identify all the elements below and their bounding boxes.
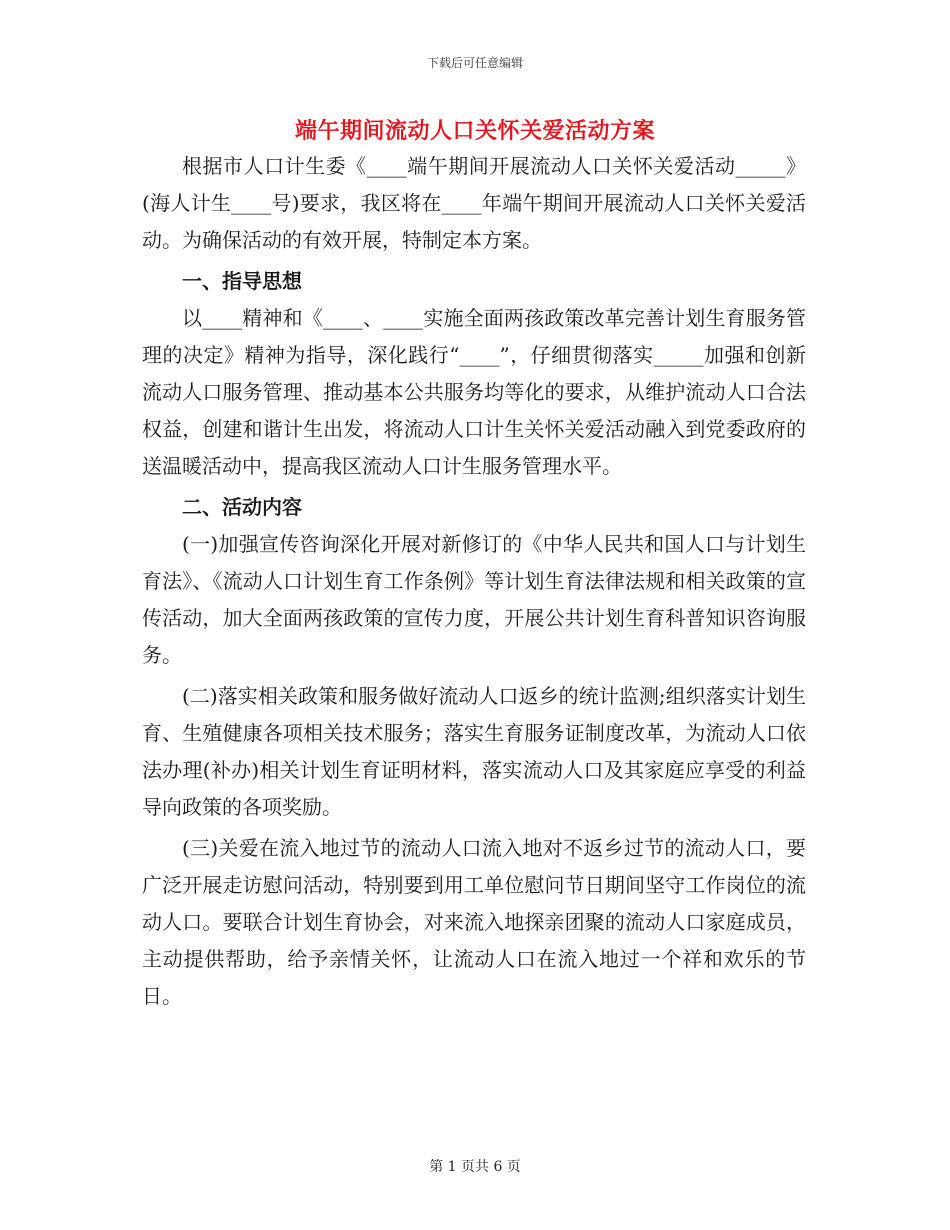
section-heading-guiding-ideology: 一、指导思想 <box>182 269 302 293</box>
document-title: 端午期间流动人口关怀关爱活动方案 <box>294 118 655 144</box>
intro-paragraph: 根据市人口计生委《____端午期间开展流动人口关怀关爱活动_____》(海人计生____号)要求，我区将在____年端午期间开展流动人口关怀关爱活动。为确保活动的有效开展，特制定本方案。 <box>142 154 806 252</box>
page-header-note: 下载后可任意编辑 <box>426 56 523 70</box>
activity-item-1: (一)加强宣传咨询深化开展对新修订的《中华人民共和国人口与计划生育法》、《流动人口计划生育工作条例》等计划生育法律法规和相关政策的宣传活动，加大全面两孩政策的宣传力度，开展公共计划生育科普知识咨询服务。 <box>142 532 806 667</box>
document-body <box>142 148 806 1015</box>
activity-item-2: (二)落实相关政策和服务做好流动人口返乡的统计监测;组织落实计划生育、生殖健康各项相关技术服务；落实生育服务证制度改革，为流动人口依法办理(补办)相关计划生育证明材料，落实流动人口及其家庭应享受的利益导向政策的各项奖励。 <box>142 684 806 819</box>
section-heading-activity-content: 二、活动内容 <box>182 495 302 519</box>
page-number-footer: 第 1 页共 6 页 <box>429 1159 521 1175</box>
guiding-ideology-paragraph: 以____精神和《____、____实施全面两孩政策改革完善计划生育服务管理的决定》精神为指导，深化践行“____”，仔细贯彻落实_____加强和创新流动人口服务管理、推动基本公共服务均等化的要求，从维护流动人口合法权益，创建和谐计生出发，将流动人口计生关怀关爱活动融入到党委政府的送温暖活动中，提高我区流动人口计生服务管理水平。 <box>142 306 806 478</box>
activity-item-3: (三)关爱在流入地过节的流动人口流入地对不返乡过节的流动人口，要广泛开展走访慰问活动，特别要到用工单位慰问节日期间坚守工作岗位的流动人口。要联合计划生育协会，对来流入地探亲团聚的流动人口家庭成员，主动提供帮助，给予亲情关怀，让流动人口在流入地过一个祥和欢乐的节日。 <box>142 836 806 1008</box>
